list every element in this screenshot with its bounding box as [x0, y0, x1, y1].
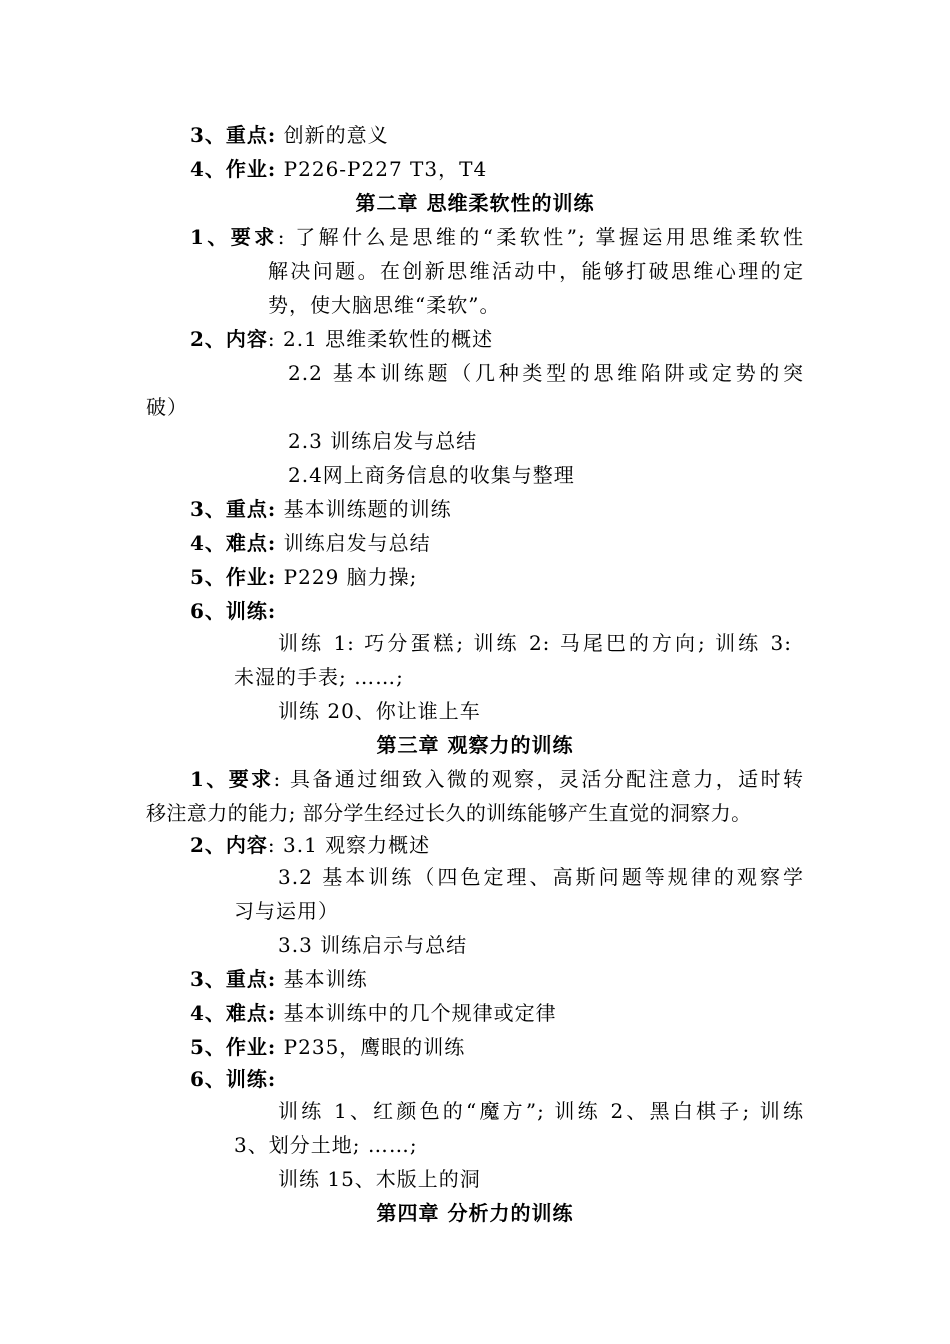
ch2-requirement-text-1: : 了解什么是思维的“柔软性”; 掌握运用思维柔软性 [277, 225, 805, 249]
ch3-difficulty-label: 4、难点: [190, 1001, 277, 1025]
ch2-content-1 [190, 322, 493, 356]
ch1-key-text: 创新的意义 [276, 123, 389, 147]
ch3-content-1 [190, 828, 430, 862]
ch3-key-point [190, 962, 368, 996]
ch3-training-1: 训练 1、红颜色的“魔方”; 训练 2、黑白棋子; 训练 [278, 1099, 804, 1123]
ch2-content-3: 2.3 训练启发与总结 [288, 429, 478, 453]
ch3-key-label: 3、重点: [190, 967, 277, 991]
ch2-key-label: 3、重点: [190, 497, 277, 521]
ch3-homework [190, 1030, 465, 1064]
ch3-content-2a: 3.2 基本训练（四色定理、高斯问题等规律的观察学 [278, 865, 804, 889]
ch2-requirement-label: 1、要求 [190, 225, 278, 249]
ch3-homework-text: P235，鹰眼的训练 [276, 1035, 466, 1059]
ch3-requirement-text-1: : 具备通过细致入微的观察，灵活分配注意力，适时转 [273, 767, 804, 791]
ch2-training-3: 训练 20、你让谁上车 [278, 699, 481, 723]
chapter-2-title: 第二章 思维柔软性的训练 [355, 191, 595, 215]
ch1-key-label: 3、重点: [190, 123, 277, 147]
ch3-content-3: 3.3 训练启示与总结 [278, 933, 468, 957]
ch2-homework [190, 560, 417, 594]
ch3-requirement-label: 1、要求 [190, 767, 274, 791]
ch2-content-label: 2、内容 [190, 327, 268, 351]
ch1-key-point [190, 118, 389, 152]
ch1-homework-label: 4、作业: [190, 157, 277, 181]
ch3-difficulty [190, 996, 557, 1030]
ch3-requirement-line-2: 移注意力的能力; 部分学生经过长久的训练能够产生直觉的洞察力。 [146, 801, 752, 825]
chapter-4-title: 第四章 分析力的训练 [376, 1201, 574, 1225]
ch2-requirement-line-3: 势，使大脑思维“柔软”。 [268, 293, 501, 317]
ch2-training-label: 6、训练: [190, 599, 277, 623]
ch3-key-text: 基本训练 [276, 967, 368, 991]
ch2-difficulty [190, 526, 431, 560]
ch3-difficulty-text: 基本训练中的几个规律或定律 [276, 1001, 557, 1025]
ch2-key-point [190, 492, 452, 526]
ch2-training-1: 训练 1: 巧分蛋糕; 训练 2: 马尾巴的方向; 训练 3: [278, 631, 792, 655]
ch2-content-2a: 2.2 基本训练题（几种类型的思维陷阱或定势的突 [288, 361, 804, 385]
ch3-training-label: 6、训练: [190, 1067, 277, 1091]
ch1-homework [190, 152, 487, 186]
ch3-training-2: 3、划分土地; ……; [234, 1133, 418, 1157]
ch1-homework-text: P226-P227 T3，T4 [276, 157, 488, 181]
ch2-training-2: 未湿的手表; ……; [234, 665, 404, 689]
ch2-key-text: 基本训练题的训练 [276, 497, 452, 521]
ch2-requirement-line-2: 解决问题。在创新思维活动中，能够打破思维心理的定 [268, 259, 804, 283]
ch2-content-4: 2.4网上商务信息的收集与整理 [288, 463, 575, 487]
ch3-content-2b: 习与运用） [234, 899, 339, 923]
ch2-difficulty-label: 4、难点: [190, 531, 277, 555]
ch2-content-2b: 破） [146, 395, 188, 419]
ch2-homework-label: 5、作业: [190, 565, 277, 589]
ch2-requirement-line-1 [190, 220, 804, 254]
chapter-3-title: 第三章 观察力的训练 [376, 733, 574, 757]
ch2-difficulty-text: 训练启发与总结 [276, 531, 431, 555]
ch3-training-3: 训练 15、木版上的洞 [278, 1167, 481, 1191]
ch3-content-label: 2、内容 [190, 833, 268, 857]
ch3-content-text-1: : 3.1 观察力概述 [267, 833, 431, 857]
ch3-homework-label: 5、作业: [190, 1035, 277, 1059]
ch3-requirement-line-1 [190, 762, 804, 796]
ch2-content-text-1: : 2.1 思维柔软性的概述 [267, 327, 494, 351]
ch2-homework-text: P229 脑力操; [276, 565, 418, 589]
